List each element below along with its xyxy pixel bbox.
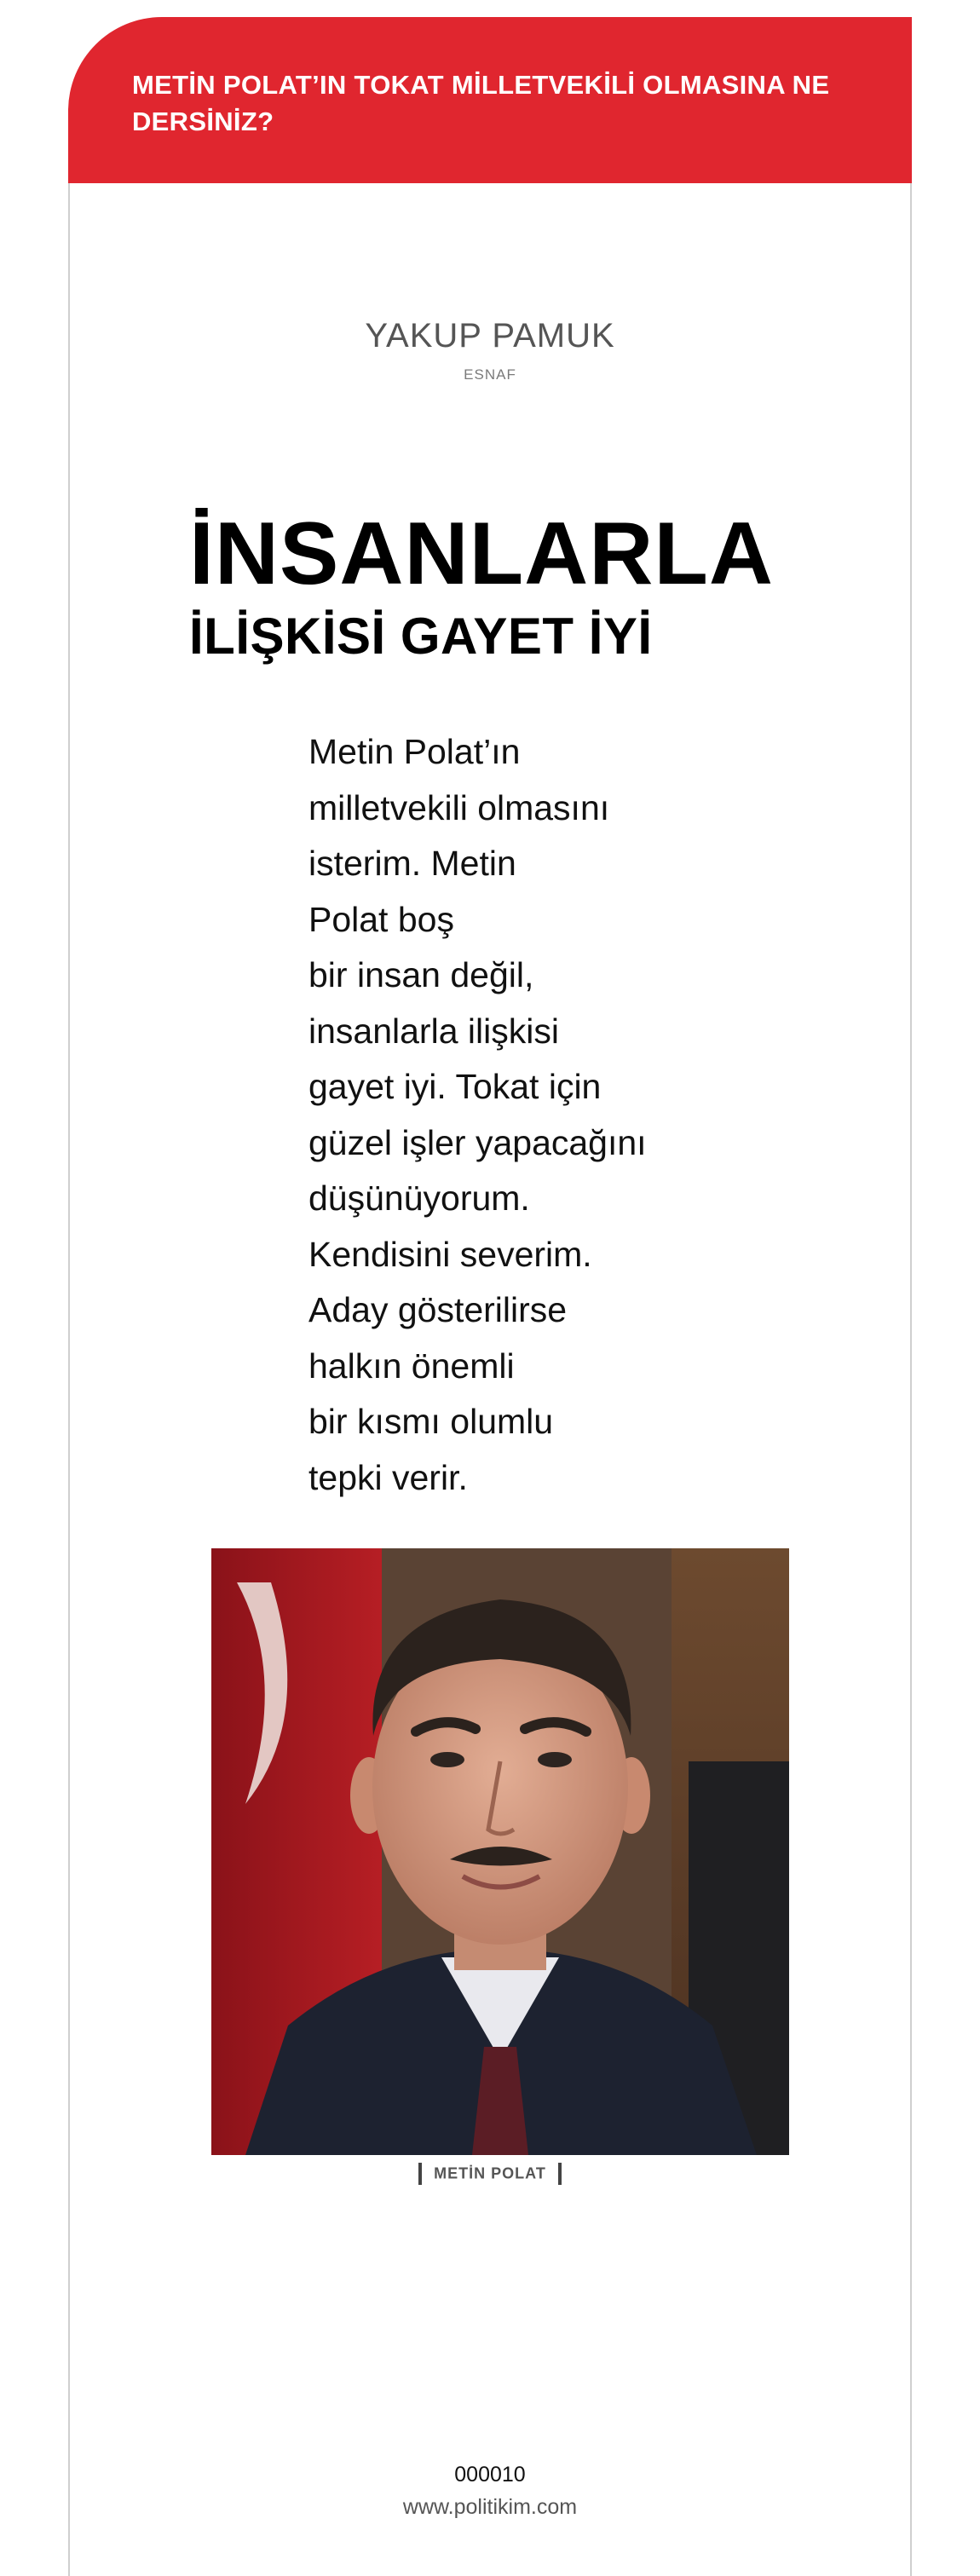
headline-sub: İLİŞKİSİ GAYET İYİ (189, 608, 653, 665)
quote-line: halkın önemli (308, 1346, 515, 1386)
quote-line: bir insan değil, (308, 955, 534, 994)
headline-main: İNSANLARLA (189, 504, 774, 603)
quote-line: gayet iyi. Tokat için (308, 1067, 602, 1106)
quote-line: Metin Polat’ın (308, 732, 521, 771)
quote-line: düşünüyorum. (308, 1179, 530, 1218)
quote-line: Aday gösterilirse (308, 1290, 568, 1329)
header-title: METİN POLAT’IN TOKAT MİLLETVEKİLİ OLMASINA NE DERSİNİZ? (132, 70, 830, 136)
quote-line: milletvekili olmasını (308, 787, 610, 827)
header-banner (68, 17, 912, 183)
author-name: YAKUP PAMUK (365, 317, 615, 354)
website-link[interactable]: www.politikim.com (402, 2495, 578, 2519)
caption-text: METİN POLAT (434, 2164, 546, 2182)
portrait-photo (211, 1548, 789, 2155)
photo-caption (68, 2163, 912, 2185)
portrait-illustration (211, 1548, 789, 2155)
quote-line: tepki verir. (308, 1457, 468, 1497)
caption-right-bar (558, 2163, 562, 2185)
page-number: 000010 (454, 2463, 526, 2487)
quote-line: isterim. Metin (308, 844, 516, 883)
quote-line: Kendisini severim. (308, 1234, 592, 1274)
caption-left-bar (418, 2163, 422, 2185)
quote-body (308, 724, 752, 1506)
quote-line: bir kısmı olumlu (308, 1402, 554, 1441)
quote-line: güzel işler yapacağını (308, 1122, 647, 1162)
author-role: ESNAF (464, 366, 516, 383)
quote-line: Polat boş (308, 899, 454, 939)
quote-line: insanlarla ilişkisi (308, 1011, 559, 1051)
